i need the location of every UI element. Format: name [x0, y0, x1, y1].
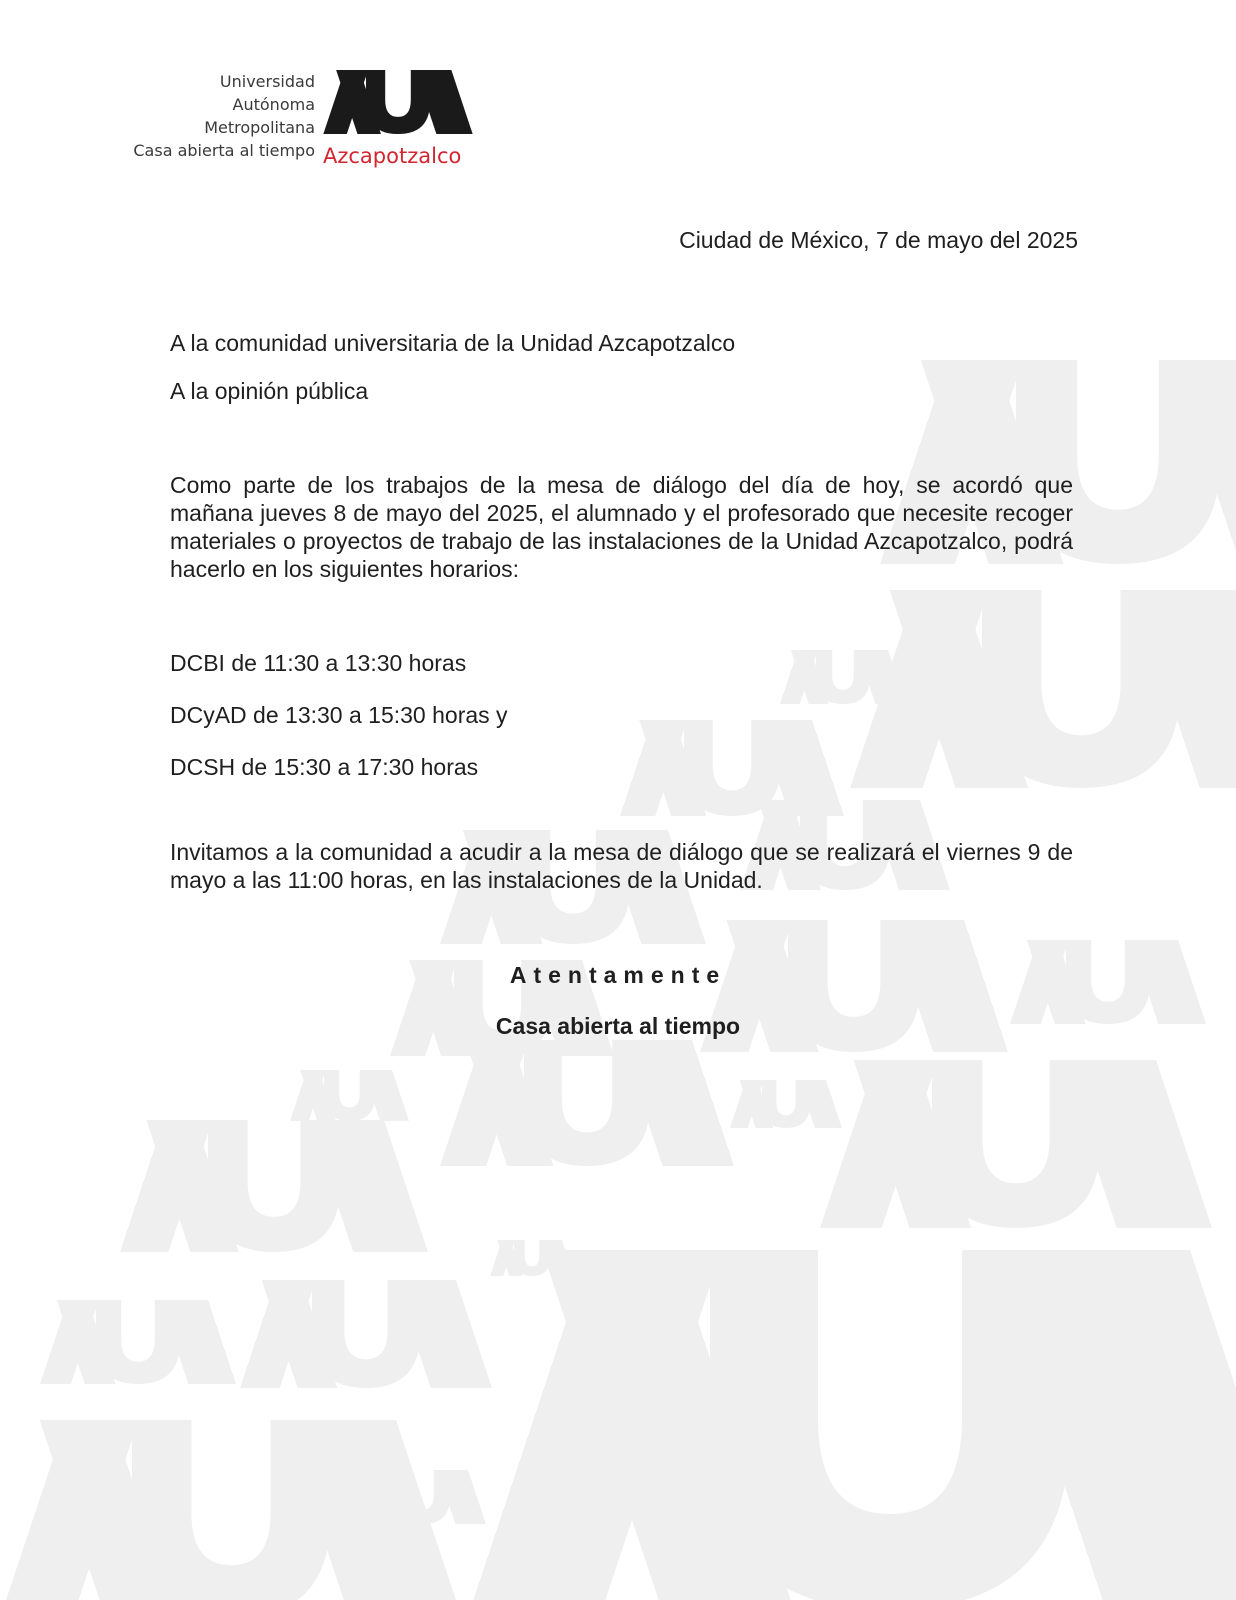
- logo-line-universidad: Universidad: [219, 72, 315, 91]
- schedule-item: DCSH de 15:30 a 17:30 horas: [170, 754, 479, 780]
- logo-line-metropolitana: Metropolitana: [204, 118, 315, 137]
- schedule-item: DCBI de 11:30 a 13:30 horas: [170, 650, 467, 676]
- logo-line-autonoma: Autónoma: [232, 95, 315, 114]
- watermark-logo-icon: [240, 1280, 492, 1388]
- body-paragraph: Como parte de los trabajos de la mesa de diálogo del día de hoy, se acordó que mañana jueves 8 de mayo del 2025, el alumnado y el profesorado que necesite recoger materiales o proyectos de trabajo de las instalaciones de la Unidad Azcapotzalco, podrá hacerlo en los siguientes horarios:: [170, 472, 1073, 582]
- recipient-line: A la opinión pública: [170, 378, 369, 404]
- logo-line-motto: Casa abierta al tiempo: [133, 141, 315, 160]
- watermark-logo-icon: [470, 1250, 1236, 1600]
- watermark-logo-icon: [120, 1120, 428, 1252]
- uam-logo-icon: [322, 70, 474, 134]
- unit-name: Azcapotzalco: [323, 144, 462, 168]
- closing-salutation: Atentamente: [509, 962, 727, 988]
- watermark-logo-icon: [850, 590, 1236, 788]
- closing-motto: Casa abierta al tiempo: [495, 1013, 741, 1039]
- letter-date: Ciudad de México, 7 de mayo del 2025: [679, 227, 1078, 253]
- watermark-logo-icon: [820, 1060, 1212, 1228]
- schedule-item: DCyAD de 13:30 a 15:30 horas y: [170, 702, 508, 728]
- watermark-logo-icon: [290, 1070, 409, 1121]
- watermark-logo-icon: [440, 1040, 734, 1166]
- watermark-logo-icon: [360, 1470, 486, 1524]
- body-paragraph: Invitamos a la comunidad a acudir a la mesa de diálogo que se realizará el viernes 9 de mayo a las 11:00 horas, en las instalaciones de la Unidad.: [170, 839, 1073, 893]
- recipient-line: A la comunidad universitaria de la Unidad Azcapotzalco: [170, 330, 736, 356]
- watermark-logo-icon: [40, 1300, 236, 1384]
- institution-name: [100, 70, 315, 162]
- watermark-logo-icon: [730, 1080, 842, 1128]
- watermark-logo-icon: [780, 650, 906, 704]
